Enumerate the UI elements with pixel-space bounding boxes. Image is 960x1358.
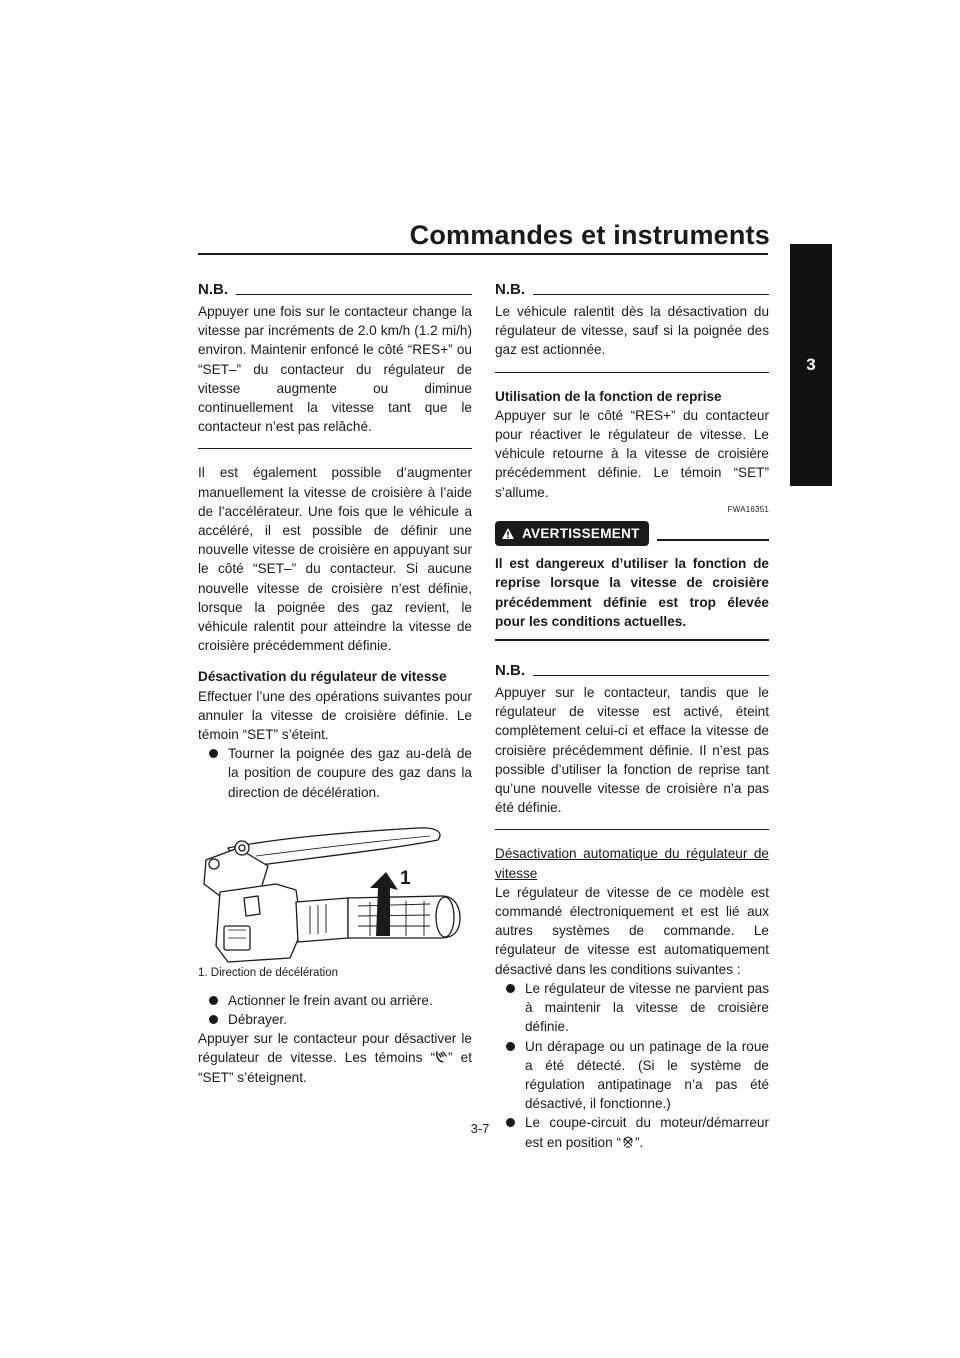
list-item-text: Tourner la poignée des gaz au-delà de la position de coupure des gaz dans la direction de décélération. [228,746,472,800]
cruise-indicator-icon [435,1050,448,1064]
list-item [505,1037,769,1114]
list-item-text: Le régulateur de vitesse ne parvient pas à maintenir la vitesse de croisière définie. [525,980,769,1035]
deactivation-list [198,744,472,802]
throttle-grip-figure [198,826,472,964]
warning-rule [657,539,769,541]
list-item-text: Débrayer. [228,1012,287,1028]
bullet-icon [209,1015,218,1024]
note-text: Appuyer une fois sur le contacteur change la vitesse par incréments de 2.0 km/h (1.2 mi/h) environ. Maintenir enfoncé le côté “RES+” ou “SET–” du contacteur du régulateur de vitesse augmente ou diminue continuellement la vitesse tant que le contacteur n’est pas relâché. [198,304,472,435]
page-number: 3-7 [470,1121,490,1136]
note-rule [533,675,769,676]
bullet-icon [506,1042,515,1051]
header-rule [198,253,768,255]
warning-label: AVERTISSEMENT [522,526,640,542]
paragraph-deactivation: Effectuer l’une des opérations suivantes pour annuler la vitesse de croisière définie. Le témoin “SET” s’éteint. [198,688,472,743]
note-text: Le véhicule ralentit dès la désactivation du régulateur de vitesse, sauf si la poignée des gaz est actionnée. [495,304,769,358]
list-item-text: Le coupe-circuit du moteur/démarreur est en position “ [525,1115,769,1150]
heading-resume: Utilisation de la fonction de reprise [495,388,722,404]
handlebar-illustration [198,826,472,964]
warning-end-rule [495,639,769,641]
throttle-sleeve [296,898,348,942]
note-header [495,282,769,298]
engine-stop-icon [621,1135,635,1149]
list-item-text: Un dérapage ou un patinage de la roue a été détecté. (Si le système de régulation antipatinage n’a pas été désactivé, il fonctionne.) [525,1038,769,1112]
paragraph-switch-off [198,1029,472,1087]
paragraph-text: ” et “SET” s’éteignent. [198,1050,473,1085]
bullet-icon [209,749,218,758]
heading-deactivation: Désactivation du régulateur de vitesse [198,669,447,685]
note-rule [533,294,769,295]
warning-code: FWA16351 [727,504,769,514]
note-end-rule [198,448,472,449]
note-header [495,663,769,679]
note-end-rule [495,372,769,373]
list-item [208,991,472,1010]
note-label: N.B. [495,662,525,680]
page-title: Commandes et instruments [409,220,770,250]
paragraph-resume: Appuyer sur le côté “RES+” du contacteur pour réactiver le régulateur de vitesse. Le véhicule retourne à la vitesse de croisière précédemment définie. Le témoin “SET” s’allume. [495,407,769,500]
list-item-text: ”. [634,1134,644,1150]
warning-text: Il est dangereux d’utiliser la fonction de reprise lorsque la vitesse de croisière précédemment définie est trop élevée pour les conditions actuelles. [495,556,769,629]
chapter-number: 3 [806,355,816,374]
brake-lever [228,828,440,866]
deactivation-list-continued [198,991,472,1029]
note-label: N.B. [495,281,525,298]
right-column [495,282,769,1152]
paragraph-text: Appuyer sur le contacteur pour désactiver le régulateur de vitesse. Les témoins “ [198,1031,472,1066]
left-column [198,282,472,1087]
figure-caption: 1. Direction de décélération [198,966,338,979]
warning-badge [495,521,649,546]
warning-triangle-icon [501,527,515,540]
warning-header [495,521,769,546]
bullet-icon [506,984,515,993]
list-item [505,979,769,1037]
list-item-text: Actionner le frein avant ou arrière. [228,992,433,1008]
note-header [198,282,472,298]
figure-callout: 1 [400,867,411,889]
list-item [208,1010,472,1029]
chapter-tab [790,244,832,486]
mirror-bolt [209,859,219,869]
bullet-icon [209,996,218,1005]
paragraph-auto-deactivation: Le régulateur de vitesse de ce modèle est commandé électroniquement et est lié aux autres systèmes de commande. Le régulateur de vitesse est automatiquement désactivé dans les conditions suivantes : [495,884,769,977]
note-text: Appuyer sur le contacteur, tandis que le régulateur de vitesse est activé, éteint complètement celui-ci et efface la vitesse de croisière précédemment définie. Il n’est pas possible d’utiliser la fonction de reprise tant qu’une nouvelle vitesse de croisière n’a pas été définie. [495,685,769,816]
paragraph-manual-acceleration: Il est également possible d’augmenter manuellement la vitesse de croisière à l’aide de l’accélérateur. Une fois que le véhicule a accéléré, il est possible de définir une nouvelle vitesse de croisière en appuyant sur le côté “SET–” du contacteur. Si aucune nouvelle vitesse de croisière n’est définie, lorsque la poignée des gaz revient, le véhicule ralentit pour atteindre la vitesse de croisière précédemment définie. [198,465,472,654]
heading-auto-deactivation: Désactivation automatique du régulateur de vitesse [495,846,769,881]
note-end-rule [495,829,769,830]
list-item [208,744,472,802]
note-label: N.B. [198,281,228,298]
note-rule [236,294,472,295]
